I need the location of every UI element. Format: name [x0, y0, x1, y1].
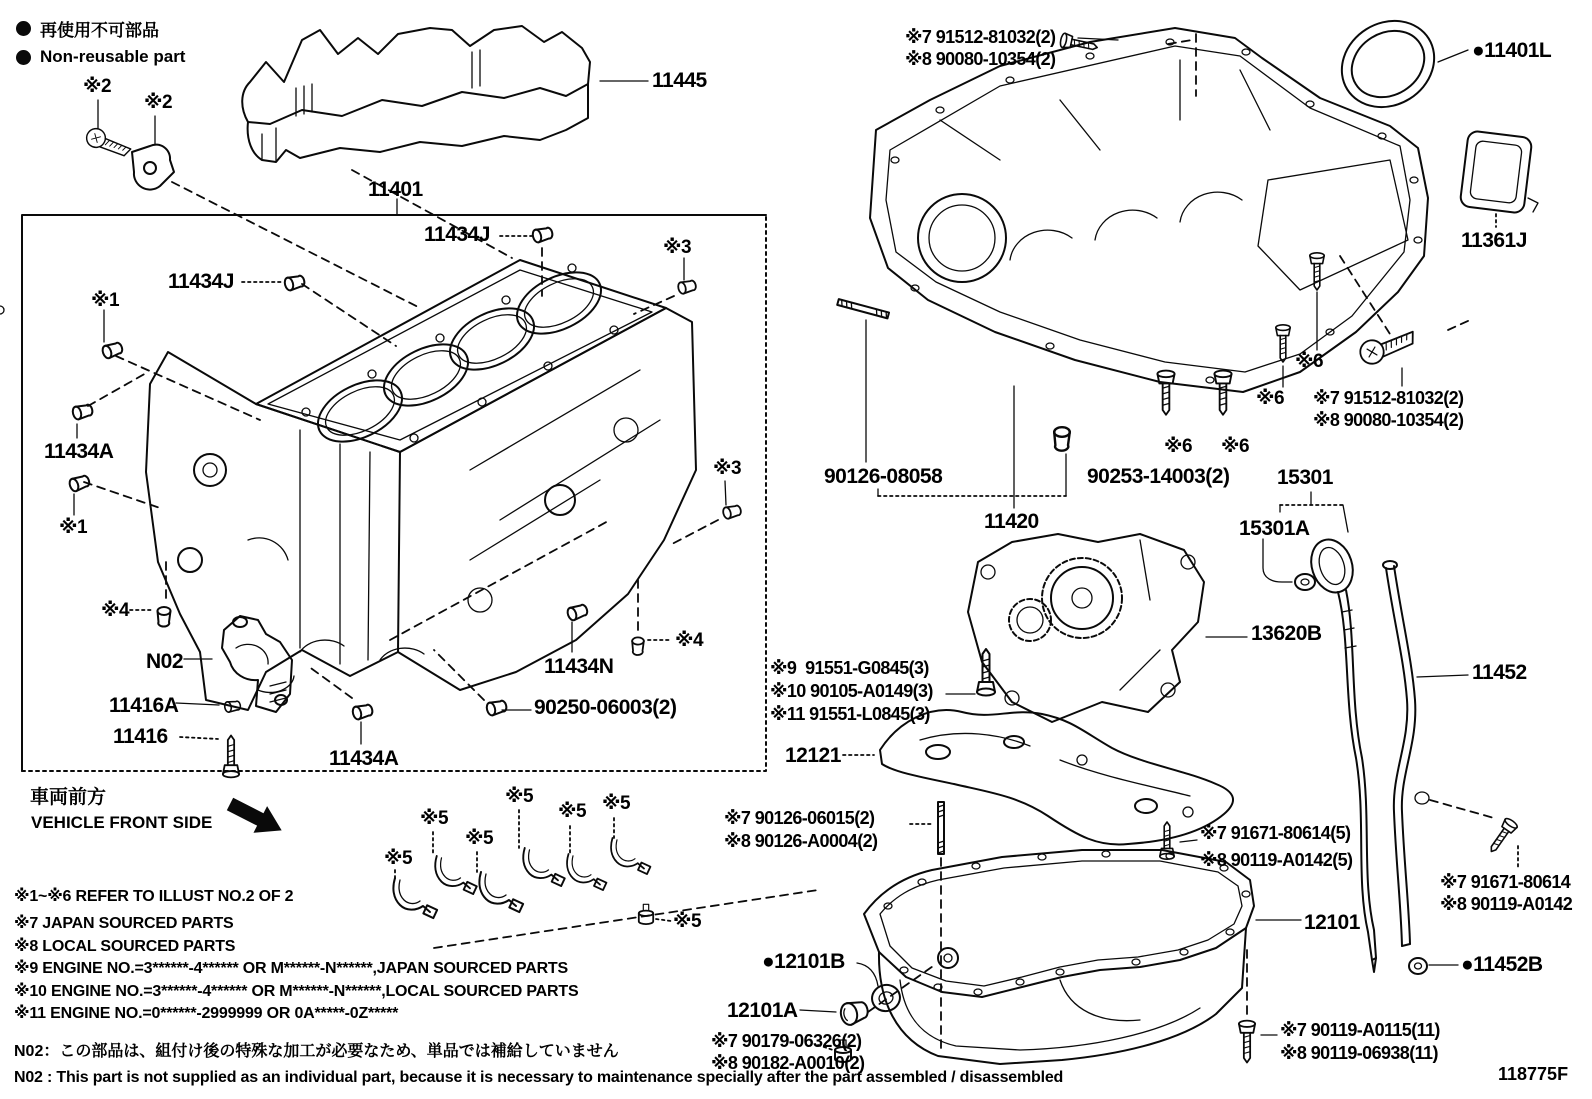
- label-15301A: 15301A: [1239, 517, 1310, 540]
- note-engine-9: ※9 ENGINE NO.=3******-4****** OR M******-N******,JAPAN SOURCED PARTS: [14, 960, 568, 977]
- label-90119-A0142-r: ※8 90119-A0142: [1440, 894, 1573, 914]
- label-90105-A0149: ※10 90105-A0149(3): [770, 681, 933, 701]
- note-n02-jp: N02：この部品は、組付け後の特殊な加工が必要なため、単品では補給していません: [14, 1043, 619, 1060]
- label-11452: 11452: [1472, 661, 1527, 684]
- label-15301: 15301: [1277, 466, 1333, 489]
- label-11434J-top: 11434J: [424, 223, 490, 246]
- label-11416A: 11416A: [109, 694, 179, 717]
- label-90253-14003: 90253-14003(2): [1087, 465, 1230, 488]
- marker-3-b: ※3: [713, 458, 742, 479]
- label-91671-80614-5: ※7 91671-80614(5): [1200, 823, 1351, 843]
- label-12101A: 12101A: [727, 999, 798, 1022]
- front-side-en: VEHICLE FRONT SIDE: [31, 813, 213, 832]
- label-11434A-lower: 11434A: [329, 747, 399, 770]
- label-12101B: ●12101B: [762, 950, 845, 973]
- label-90126-06015: ※7 90126-06015(2): [724, 808, 875, 828]
- note-engine-10: ※10 ENGINE NO.=3******-4****** OR M******-N******,LOCAL SOURCED PARTS: [14, 983, 579, 1000]
- label-90080-top: ※8 90080-10354(2): [905, 49, 1056, 69]
- marker-6-d: ※6: [1256, 388, 1285, 409]
- note-japan-sourced: ※7 JAPAN SOURCED PARTS: [14, 915, 234, 932]
- label-11401L: ●11401L: [1472, 39, 1552, 62]
- marker-5-b: ※5: [420, 808, 449, 829]
- marker-4-b: ※4: [675, 630, 704, 651]
- marker-5-g: ※5: [673, 911, 702, 932]
- marker-5-e: ※5: [558, 801, 587, 822]
- label-91551-G0845: ※9 91551-G0845(3): [770, 658, 929, 678]
- legend-jp-text: 再使用不可部品: [40, 21, 159, 40]
- marker-5-f: ※5: [602, 793, 631, 814]
- label-12121: 12121: [785, 744, 841, 767]
- label-12101: 12101: [1304, 911, 1360, 934]
- marker-2-b: ※2: [144, 92, 173, 113]
- label-figure-code: 118775F: [1498, 1064, 1569, 1084]
- marker-5-c: ※5: [465, 828, 494, 849]
- label-90179-06326: ※7 90179-06326(2): [711, 1031, 862, 1051]
- label-90119-A0115: ※7 90119-A0115(11): [1280, 1020, 1440, 1040]
- marker-6-a: ※6: [1164, 436, 1193, 457]
- label-90119-06938: ※8 90119-06938(11): [1280, 1043, 1438, 1063]
- marker-4-a: ※4: [101, 600, 130, 621]
- label-11434J-left: 11434J: [168, 270, 234, 293]
- label-11361J: 11361J: [1461, 229, 1527, 252]
- marker-2-a: ※2: [83, 76, 112, 97]
- marker-5-a: ※5: [384, 848, 413, 869]
- label-90119-A0142-5: ※8 90119-A0142(5): [1200, 850, 1353, 870]
- note-refer: ※1~※6 REFER TO ILLUST NO.2 OF 2: [14, 888, 294, 905]
- note-n02-en: N02 : This part is not supplied as an individual part, because it is necessary to maintenance specially after the part assembled / disassembled: [14, 1069, 1064, 1086]
- label-11416: 11416: [113, 725, 168, 748]
- label-91551-L0845: ※11 91551-L0845(3): [770, 704, 930, 724]
- note-local-sourced: ※8 LOCAL SOURCED PARTS: [14, 938, 236, 955]
- marker-6-b: ※6: [1221, 436, 1250, 457]
- label-11420: 11420: [984, 510, 1039, 533]
- label-11434A-upper: 11434A: [44, 440, 114, 463]
- label-91512-top: ※7 91512-81032(2): [905, 27, 1056, 47]
- label-90080-right: ※8 90080-10354(2): [1313, 410, 1464, 430]
- label-90126-08058: 90126-08058: [824, 465, 943, 488]
- marker-1-a: ※1: [91, 290, 120, 311]
- label-11445: 11445: [652, 69, 707, 92]
- marker-3-a: ※3: [663, 237, 692, 258]
- legend-en-text: Non-reusable part: [40, 47, 186, 66]
- label-90250-06003: 90250-06003(2): [534, 696, 677, 719]
- marker-5-d: ※5: [505, 786, 534, 807]
- front-side-jp: 車両前方: [30, 787, 107, 808]
- marker-1-b: ※1: [59, 517, 88, 538]
- label-13620B: 13620B: [1251, 622, 1322, 645]
- note-engine-11: ※11 ENGINE NO.=0******-2999999 OR 0A*****-0Z*****: [14, 1005, 399, 1022]
- label-11452B: ●11452B: [1461, 953, 1543, 976]
- label-91671-80614-r: ※7 91671-80614: [1440, 872, 1571, 892]
- marker-6-c: ※6: [1295, 351, 1324, 372]
- label-91512-right: ※7 91512-81032(2): [1313, 388, 1464, 408]
- label-N02: N02: [146, 650, 184, 673]
- label-90182-A0010: ※8 90182-A0010(2): [711, 1053, 865, 1073]
- label-11401: 11401: [368, 178, 423, 201]
- label-11434N: 11434N: [544, 655, 614, 678]
- label-90126-A0004: ※8 90126-A0004(2): [724, 831, 878, 851]
